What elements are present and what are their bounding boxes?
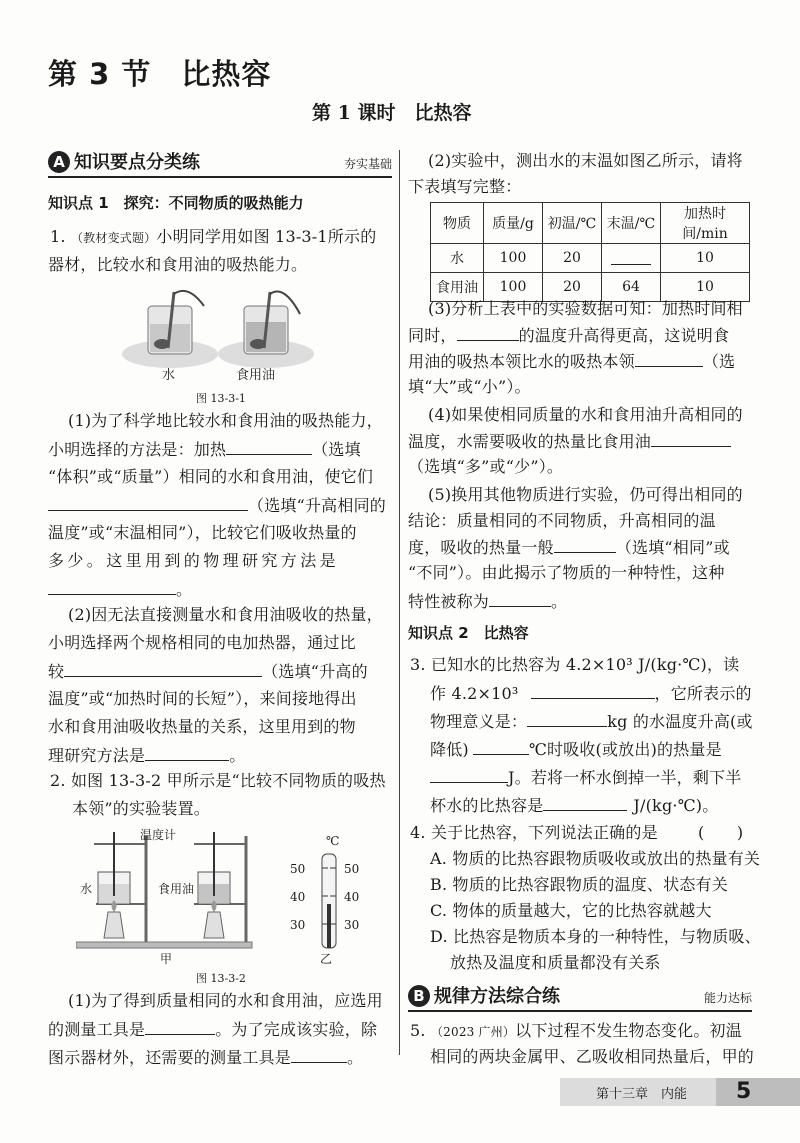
q1-p1-l2a: 小明选择的方法是：加热: [48, 440, 227, 459]
q2-p5-l3b: （选填“相同”或: [615, 538, 730, 557]
water-final-temp-blank[interactable]: [611, 248, 651, 265]
q1-p1-l3: “体积”或“质量”）相同的水和食用油，使它们: [48, 467, 374, 486]
page-number: 5: [736, 1079, 752, 1104]
q3-l6: [430, 794, 718, 817]
q3-l4: [430, 738, 722, 761]
q5-source: （2023 广州）: [430, 1025, 516, 1039]
footer-chapter: 第十三章 内能: [596, 1087, 688, 1102]
q1-p1-l7-text: 。: [176, 580, 193, 599]
q4-paren: ( ): [698, 823, 744, 842]
section-b-badge: B: [408, 985, 430, 1007]
table-cell-blank[interactable]: [602, 244, 661, 273]
q2-num: 2.: [50, 771, 66, 790]
q1-p2-l6a: 理研究方法是: [48, 746, 146, 765]
table-header-row: [431, 203, 750, 244]
thermometer-tick-left-50: 50: [290, 862, 306, 876]
section-b-tag: 能力达标: [703, 991, 752, 1005]
q2-p1-l2: [48, 1018, 377, 1041]
q2-blank-5[interactable]: [651, 430, 731, 447]
q2-text1: 如图 13-3-2 甲所示是“比较不同物质的吸热: [70, 771, 386, 790]
q2-p5-l5a: 特性被称为: [408, 592, 490, 611]
q2-p5-l5: [408, 590, 567, 613]
q2-p4-l2: [408, 430, 731, 453]
section-a-tag: 夯实基础: [343, 157, 392, 171]
q2-line1: [50, 770, 386, 792]
section-b-header: [408, 984, 752, 1010]
fig2-jia-label: 甲: [160, 952, 173, 966]
table-header-cell: 加热时间/min: [661, 203, 750, 244]
q2-p2-l1: (2)实验中，测出水的末温如图乙所示，请将: [428, 151, 743, 170]
q1-blank-4[interactable]: [64, 660, 262, 677]
thermometer-unit: ℃: [326, 834, 340, 848]
q2-line2: 本领”的实验装置。: [72, 799, 210, 818]
q2-p2-l2: 下表填写完整：: [408, 177, 522, 196]
figure-13-3-2-thermometer: [318, 852, 340, 952]
q3-l5a: J。若将一杯水倒掉一半，剩下半: [508, 768, 742, 787]
table-cell: 水: [431, 244, 484, 273]
fig2-caption: 图 13-3-2: [196, 972, 246, 985]
table-row: [431, 244, 750, 273]
q2-blank-4[interactable]: [635, 350, 703, 367]
q2-p4-l2-text: 温度，水需要吸收的热量比食用油: [408, 432, 652, 451]
q3-num: 3.: [410, 655, 426, 674]
q3-l4b: ℃时吸收(或放出)的热量是: [528, 740, 722, 759]
column-divider: [399, 150, 400, 1055]
q3-l5: [430, 766, 741, 789]
q2-p3-l3: [408, 350, 735, 373]
thermometer-tick-right-50: 50: [344, 862, 360, 876]
q1-p1-l4: [48, 494, 386, 517]
q2-blank-7[interactable]: [489, 590, 551, 607]
q1-p2-l3: [48, 660, 368, 683]
q1-line2: 器材，比较水和食用油的吸热能力。: [48, 255, 308, 274]
table-header-cell: 物质: [431, 203, 484, 244]
section-a-header: [48, 150, 392, 176]
q2-p3-l3b: （选: [702, 352, 736, 371]
q4-stem-text: 关于比热容，下列说法正确的是: [430, 823, 658, 842]
footer-page-box: [716, 1078, 800, 1106]
q2-p4-l3: （选填“多”或“少”）。: [408, 457, 564, 476]
lesson-title: 第 1 课时 比热容: [312, 102, 472, 124]
q3-blank-3[interactable]: [473, 738, 529, 755]
q2-p5-l5b: 。: [551, 592, 568, 611]
section-a-badge: A: [48, 151, 70, 173]
q1-blank-3[interactable]: [48, 578, 176, 595]
section-b-title: 规律方法综合练: [434, 986, 560, 1007]
q2-p3-l2: [408, 324, 729, 347]
kp2-title: 知识点 2 比热容: [408, 624, 529, 642]
q4-option-d-l1[interactable]: D. 比热容是物质本身的一种特性，与物质吸、: [430, 927, 761, 946]
figure-13-3-1: [118, 284, 318, 372]
q1-source: （教材变式题）: [70, 231, 157, 245]
q2-p1-l3: [48, 1046, 363, 1069]
q2-p1-l2b: 。为了完成该实验，除: [215, 1020, 378, 1039]
q1-p1-l2: [48, 438, 361, 461]
q3-l1: [410, 654, 739, 676]
q1-p1-l1: (1)为了科学地比较水和食用油的吸热能力，: [68, 411, 383, 430]
fig2-yi-label: 乙: [320, 952, 333, 966]
q2-p3-l2b: 的温度升高得更高，这说明食: [518, 326, 730, 345]
q1-p2-l4: 温度”或“加热时间的长短”），来间接地得出: [48, 689, 357, 708]
q3-l6a: 杯水的比热容是: [430, 796, 544, 815]
table-header-cell: 初温/℃: [543, 203, 602, 244]
q4-option-d-l2[interactable]: 放热及温度和质量都没有关系: [450, 953, 661, 972]
q2-p5-l1: (5)换用其他物质进行实验，仍可得出相同的: [428, 485, 743, 504]
q2-p3-l3a: 用油的吸热本领比水的吸热本领: [408, 352, 635, 371]
q2-p3-l4: 填“大”或“小”）。: [408, 377, 531, 396]
section-b-rule: [408, 1010, 752, 1012]
q1-line1: [50, 226, 376, 249]
table-cell: 20: [543, 273, 602, 302]
table-header-cell: 质量/g: [484, 203, 543, 244]
q4-option-b[interactable]: B. 物质的比热容跟物质的温度、状态有关: [430, 875, 728, 894]
q2-p3-l2a: 同时，: [408, 326, 457, 345]
q2-blank-3[interactable]: [457, 324, 519, 341]
q2-blank-1[interactable]: [145, 1018, 215, 1035]
table-cell: 10: [661, 273, 750, 302]
q1-p2-l3b: （选填“升高的: [262, 662, 368, 681]
q2-p5-l2: 结论：质量相同的不同物质，升高相同的温: [408, 511, 716, 530]
q3-blank-1[interactable]: [531, 682, 655, 699]
q1-p2-l3a: 较: [48, 662, 65, 681]
table-cell: 食用油: [431, 273, 484, 302]
q1-p2-l1: (2)因无法直接测量水和食用油吸收的热量，: [68, 605, 383, 624]
q1-p1-l4-text: （选填“升高相同的: [248, 496, 386, 515]
fig1-label-water: 水: [162, 368, 176, 383]
kp1-title: 知识点 1 探究：不同物质的吸热能力: [48, 194, 304, 212]
thermometer-tick-left-40: 40: [290, 890, 306, 904]
q1-p1-l7: [48, 578, 192, 601]
q1-p2-l2: 小明选择两个规格相同的电加热器，通过比: [48, 633, 356, 652]
q2-p5-l4: “不同”）。由此揭示了物质的一种特性，这种: [408, 563, 725, 582]
table-header-cell: 末温/℃: [602, 203, 661, 244]
q2-blank-6[interactable]: [554, 536, 616, 553]
q3-blank-5[interactable]: [543, 794, 627, 811]
q1-blank-1[interactable]: [226, 438, 312, 455]
q2-p1-l3b: 。: [347, 1048, 364, 1067]
fig2-thermometer-label: 温度计: [140, 828, 177, 842]
q3-blank-2[interactable]: [527, 710, 607, 727]
q5-l1: [410, 1020, 742, 1043]
q3-l1-text: 已知水的比热容为 4.2×10³ J/(kg·℃)，读: [430, 655, 740, 674]
q3-l2b: ，它所表示的: [654, 684, 752, 703]
q1-p1-l6: 多少。这里用到的物理研究方法是: [48, 551, 340, 570]
q2-p1-l1: (1)为了得到质量相同的水和食用油，应选用: [68, 991, 383, 1010]
q2-p1-l2a: 的测量工具是: [48, 1020, 146, 1039]
q2-p5-l3a: 度，吸收的热量一般: [408, 538, 554, 557]
q1-text1: 小明同学用如图 13-3-1所示的: [156, 227, 377, 246]
q4-option-a[interactable]: A. 物质的比热容跟物质吸收或放出的热量有关: [430, 849, 761, 868]
q2-p3-l1: (3)分析上表中的实验数据可知：加热时间相: [428, 299, 743, 318]
fig1-caption: 图 13-3-1: [196, 392, 246, 405]
q3-blank-4[interactable]: [430, 766, 508, 783]
q1-num: 1.: [50, 227, 66, 246]
q3-l3b: kg 的水温度升高(或: [607, 712, 753, 731]
q5-l2: 相同的两块金属甲、乙吸收相同热量后，甲的: [430, 1047, 755, 1066]
q2-blank-2[interactable]: [291, 1046, 347, 1063]
thermometer-tick-right-30: 30: [344, 918, 360, 932]
q1-p1-l5: 温度”或“末温相同”），比较它们吸收热量的: [48, 523, 357, 542]
q3-l3a: 物理意义是：: [430, 712, 528, 731]
chapter-title: 第 3 节 比热容: [48, 57, 272, 91]
q3-l6b: J/(kg·℃)。: [633, 796, 719, 815]
table-cell: 20: [543, 244, 602, 273]
q1-p1-l2b: （选填: [312, 440, 361, 459]
q3-l2: [430, 682, 752, 705]
results-table: [430, 202, 750, 302]
fig2-water-label: 水: [80, 882, 93, 896]
q1-p2-l5: 水和食用油吸收热量的关系，这里用到的物: [48, 717, 356, 736]
thermometer-tick-left-30: 30: [290, 918, 306, 932]
q5-num: 5.: [410, 1021, 426, 1040]
q5-l1-text: 以下过程不发生物态变化。初温: [515, 1021, 742, 1040]
q1-p2-l6b: 。: [229, 746, 246, 765]
table-cell: 64: [602, 273, 661, 302]
q3-l4a: 降低): [430, 740, 469, 759]
table-cell: 10: [661, 244, 750, 273]
q3-l3: [430, 710, 753, 733]
q2-p1-l3a: 图示器材外，还需要的测量工具是: [48, 1048, 292, 1067]
q4-num: 4.: [410, 823, 426, 842]
q3-l2a: 作 4.2×10³: [430, 684, 519, 703]
q1-blank-5[interactable]: [145, 744, 229, 761]
fig2-oil-label: 食用油: [158, 882, 195, 896]
q1-p2-l6: [48, 744, 245, 767]
section-a-title: 知识要点分类练: [74, 152, 200, 173]
table-cell: 100: [484, 244, 543, 273]
fig1-label-oil: 食用油: [236, 368, 276, 383]
thermometer-tick-right-40: 40: [344, 890, 360, 904]
q4-stem: [410, 822, 658, 844]
section-a-rule: [48, 176, 392, 178]
table-cell: 100: [484, 273, 543, 302]
q1-blank-2[interactable]: [48, 494, 248, 511]
q2-p4-l1: (4)如果使相同质量的水和食用油升高相同的: [428, 405, 743, 424]
q4-option-c[interactable]: C. 物体的质量越大，它的比热容就越大: [430, 901, 712, 920]
q2-p5-l3: [408, 536, 730, 559]
